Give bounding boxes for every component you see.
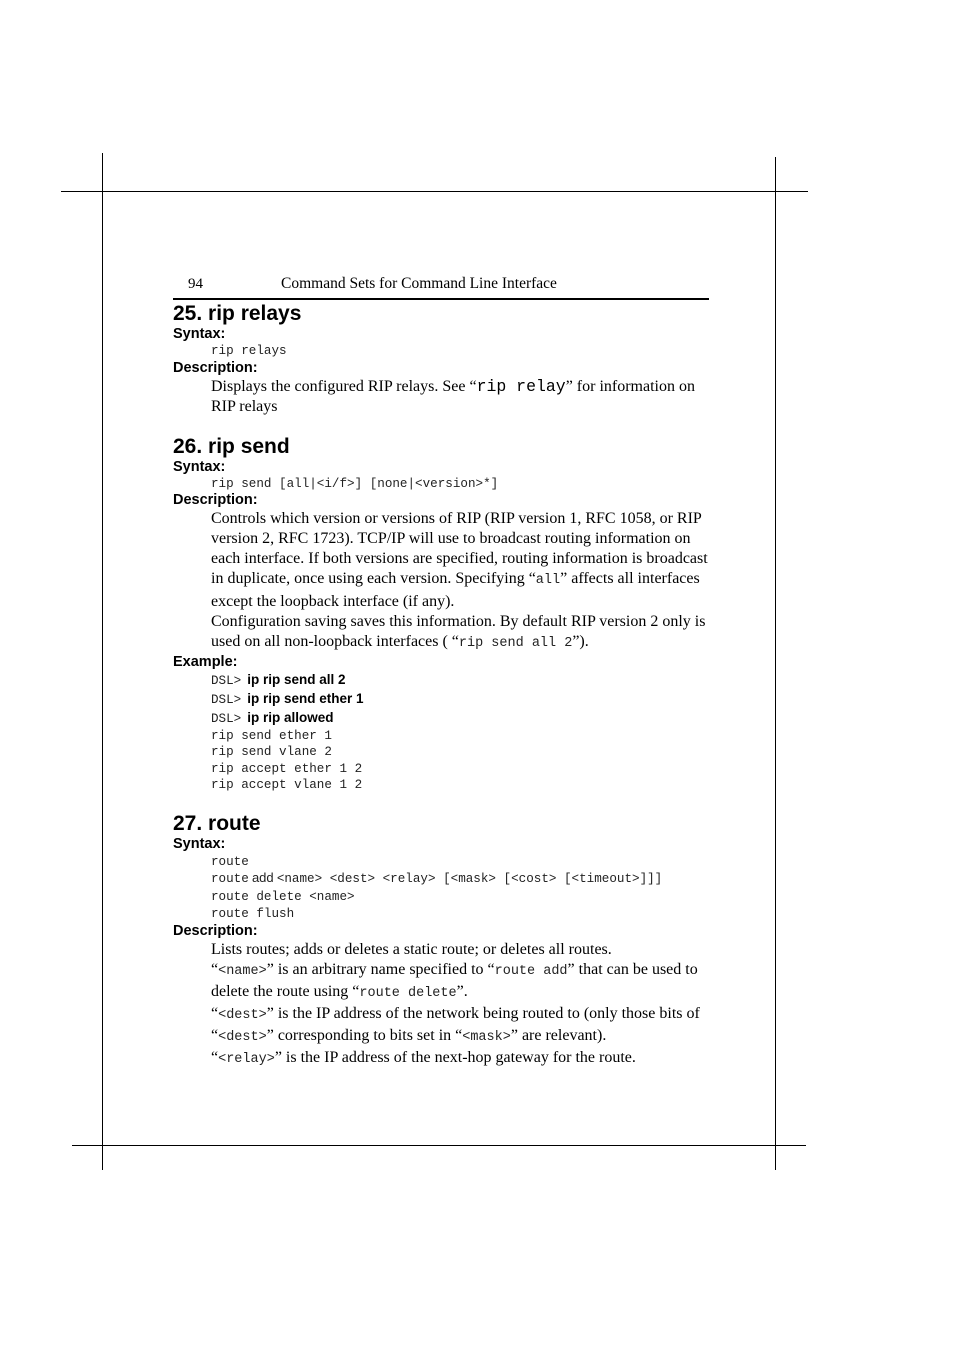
page-header [173, 270, 709, 300]
syntax-line: rip relays [211, 344, 287, 358]
example-command: DSL> ip rip allowed [211, 709, 334, 726]
section-title: 27. route [173, 811, 261, 835]
example-command: DSL> ip rip send all 2 [211, 671, 346, 688]
page-content [173, 270, 709, 1070]
syntax-label: Syntax: [173, 458, 226, 475]
running-title: Command Sets for Command Line Interface [281, 275, 557, 292]
section-route [173, 812, 709, 1071]
crop-mark [102, 153, 103, 1170]
description-label: Description: [173, 922, 258, 939]
example-command: DSL> ip rip send ether 1 [211, 690, 364, 707]
description-label: Description: [173, 359, 258, 376]
section-title: 26. rip send [173, 434, 290, 458]
syntax-label: Syntax: [173, 835, 226, 852]
crop-mark [61, 191, 808, 192]
example-output-line: rip accept vlane 1 2 [211, 778, 363, 793]
section-title: 25. rip relays [173, 302, 302, 325]
syntax-line: route add <name> <dest> <relay> [<mask> [<cost> [<timeout>]]] [211, 870, 663, 887]
page-number: 94 [188, 276, 203, 292]
crop-mark [775, 157, 776, 1170]
example-output-line: rip send ether 1 [211, 728, 332, 743]
description-text: Lists routes; adds or deletes a static route; or deletes all routes. “<name>” is an arbitrary name specified to “route add” that can be used to delete the route using “route delete”. “<dest>” is the IP address of the network being routed to (only those bits of “<dest>” corresponding to bits set in “<mask>” are relevant). “<relay>” is the IP address of the next-hop gateway for the route. [211, 940, 700, 1068]
syntax-line: rip send [all|<i/f>] [none|<version>*] [211, 476, 499, 491]
section-rip-send [173, 435, 709, 794]
syntax-line: route flush [211, 907, 295, 922]
syntax-line: route delete <name> [211, 889, 355, 904]
section-rip-relays [173, 302, 709, 417]
crop-mark [72, 1145, 806, 1146]
syntax-line: route [211, 854, 249, 869]
description-text: Displays the configured RIP relays. See “rip relay” for information on RIP relays [211, 376, 695, 415]
syntax-label: Syntax: [173, 326, 226, 342]
description-text: Controls which version or versions of RIP (RIP version 1, RFC 1058, or RIP version 2, RFC 1723). TCP/IP will use to broadcast routing information on each interface. If both versions are specified, routing information is broadcast in duplicate, once using each version. Specifying “all” affects all interfaces except the loopback interface (if any). Configuration saving saves this information. By default RIP version 2 only is used on all non-loopback interfaces ( “rip send all 2”). [211, 510, 708, 651]
example-output-line: rip send vlane 2 [211, 745, 332, 760]
description-label: Description: [173, 492, 258, 509]
example-output-line: rip accept ether 1 2 [211, 761, 363, 776]
example-label: Example: [173, 653, 238, 670]
